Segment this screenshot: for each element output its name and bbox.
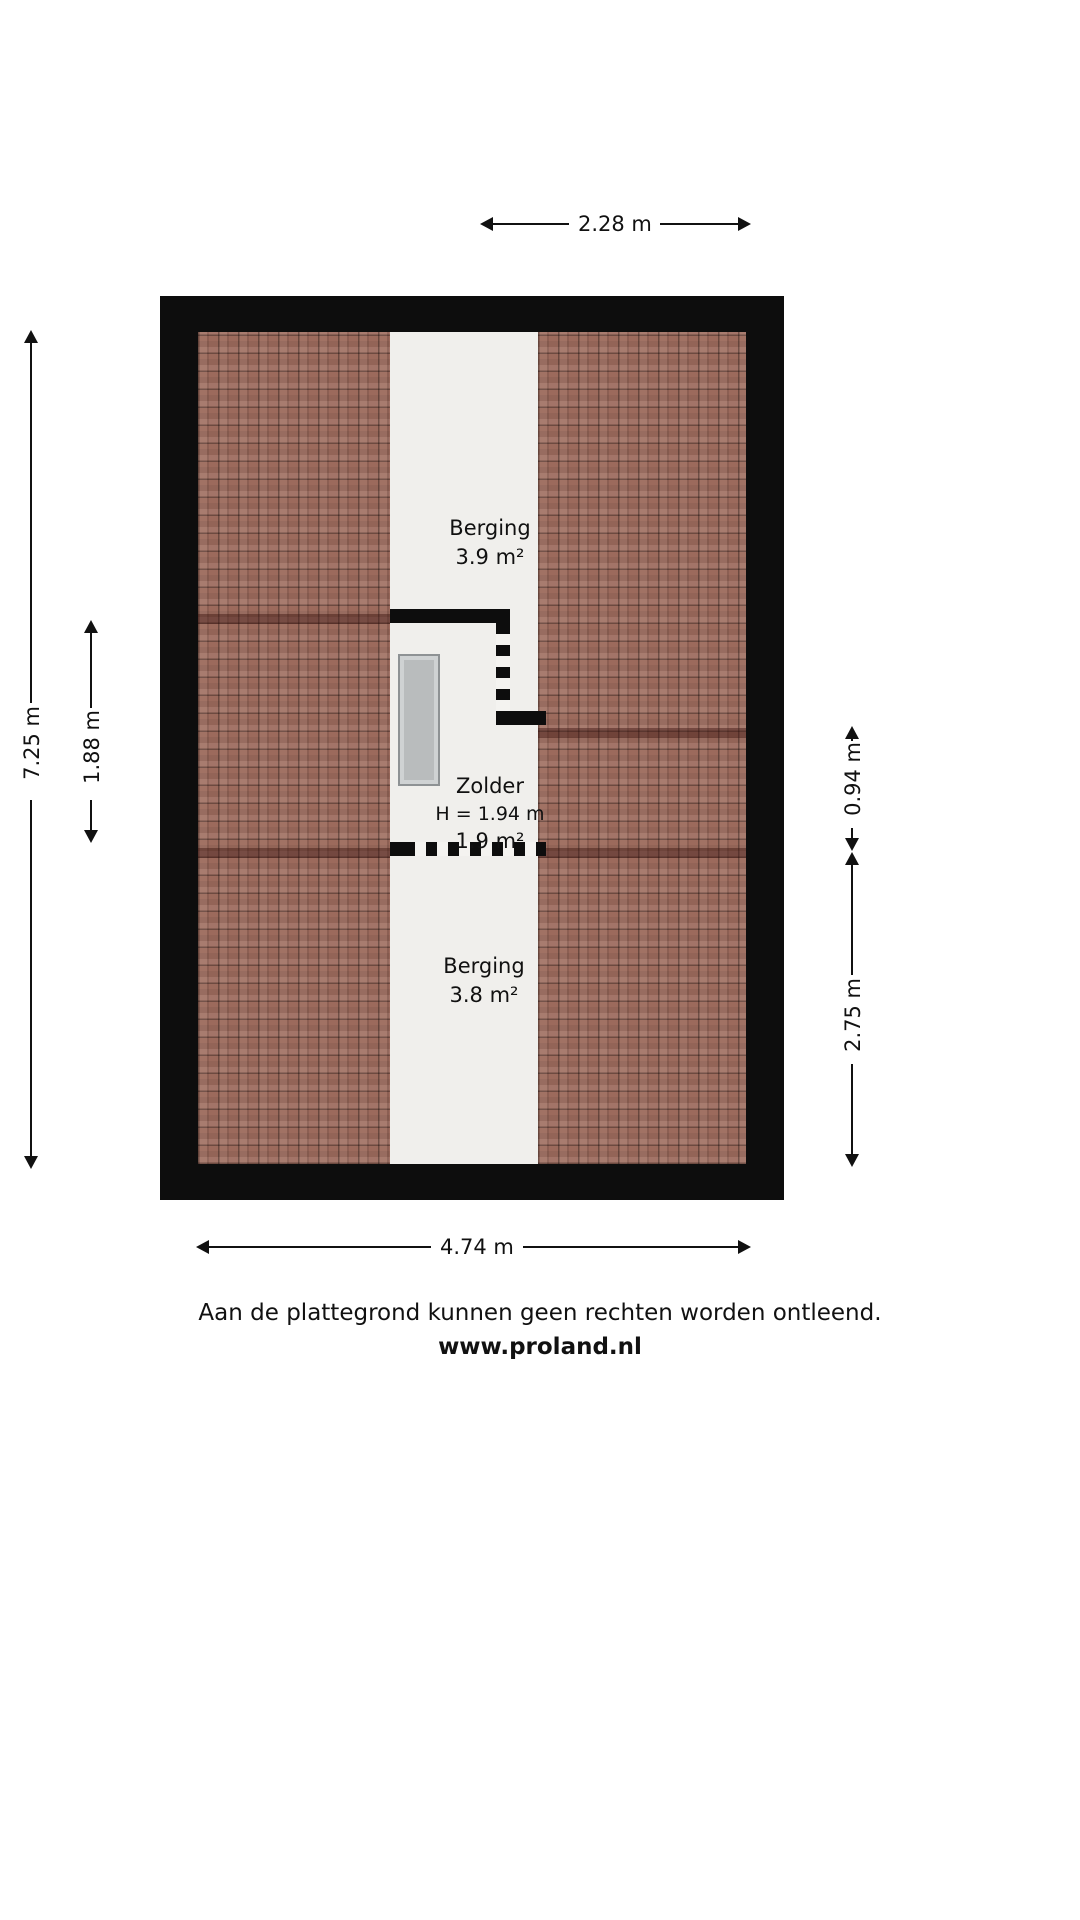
floor-plan-interior: [198, 332, 746, 1164]
roof-ridge: [538, 848, 746, 858]
room-label-zolder: [420, 772, 560, 856]
room-label-berging-bottom: [420, 952, 548, 1010]
roof-area-right: [538, 332, 746, 1164]
dimension-left-total-label: 7.25 m: [20, 706, 44, 780]
dimension-line: [30, 343, 32, 703]
arrow-down-icon: [84, 830, 98, 843]
dimension-right-bottom-label: 2.75 m: [841, 978, 865, 1052]
arrow-up-icon: [84, 620, 98, 633]
arrow-right-icon: [738, 217, 751, 231]
footer-disclaimer: Aan de plattegrond kunnen geen rechten worden ontleend.: [198, 1300, 882, 1326]
dimension-line: [851, 739, 853, 741]
arrow-left-icon: [196, 1240, 209, 1254]
interior-wall-lower-stub: [496, 711, 546, 725]
roof-ridge: [198, 614, 390, 624]
dimension-left-segment-label: 1.88 m: [80, 710, 104, 784]
dimension-line: [660, 223, 742, 225]
dimension-right-top-label: 0.94 m: [841, 742, 865, 816]
dimension-line: [523, 1246, 742, 1248]
interior-wall-upper: [390, 609, 510, 623]
arrow-down-icon: [845, 838, 859, 851]
arrow-up-icon: [24, 330, 38, 343]
room-area: 3.9 m²: [455, 544, 525, 569]
footer-website[interactable]: www.proland.nl: [438, 1334, 642, 1360]
room-area: 3.8 m²: [449, 982, 519, 1007]
arrow-up-icon: [845, 852, 859, 865]
dimension-line: [30, 800, 32, 1156]
dimension-line: [851, 865, 853, 975]
dimension-top-width-label: 2.28 m: [578, 212, 652, 236]
room-name: Berging: [443, 954, 525, 978]
arrow-down-icon: [24, 1156, 38, 1169]
arrow-down-icon: [845, 1154, 859, 1167]
room-name: Berging: [449, 516, 531, 540]
dimension-line: [209, 1246, 431, 1248]
door-zolder-vertical[interactable]: [496, 623, 510, 713]
dimension-line: [851, 1064, 853, 1154]
skylight-window: [398, 654, 440, 786]
roof-ridge: [198, 848, 390, 858]
roof-area-left: [198, 332, 390, 1164]
arrow-up-icon: [845, 726, 859, 739]
arrow-right-icon: [738, 1240, 751, 1254]
roof-ridge: [538, 728, 746, 738]
dimension-line: [90, 633, 92, 708]
footer: [0, 1300, 1080, 1360]
dimension-line: [90, 800, 92, 830]
room-name: Zolder: [456, 774, 524, 798]
arrow-left-icon: [480, 217, 493, 231]
room-height: H = 1.94 m: [435, 802, 545, 825]
dimension-bottom-width-label: 4.74 m: [440, 1235, 514, 1259]
floor-plan: [160, 296, 784, 1200]
dimension-line: [493, 223, 569, 225]
room-area: 1.9 m²: [455, 829, 525, 854]
room-label-berging-top: [426, 514, 554, 572]
